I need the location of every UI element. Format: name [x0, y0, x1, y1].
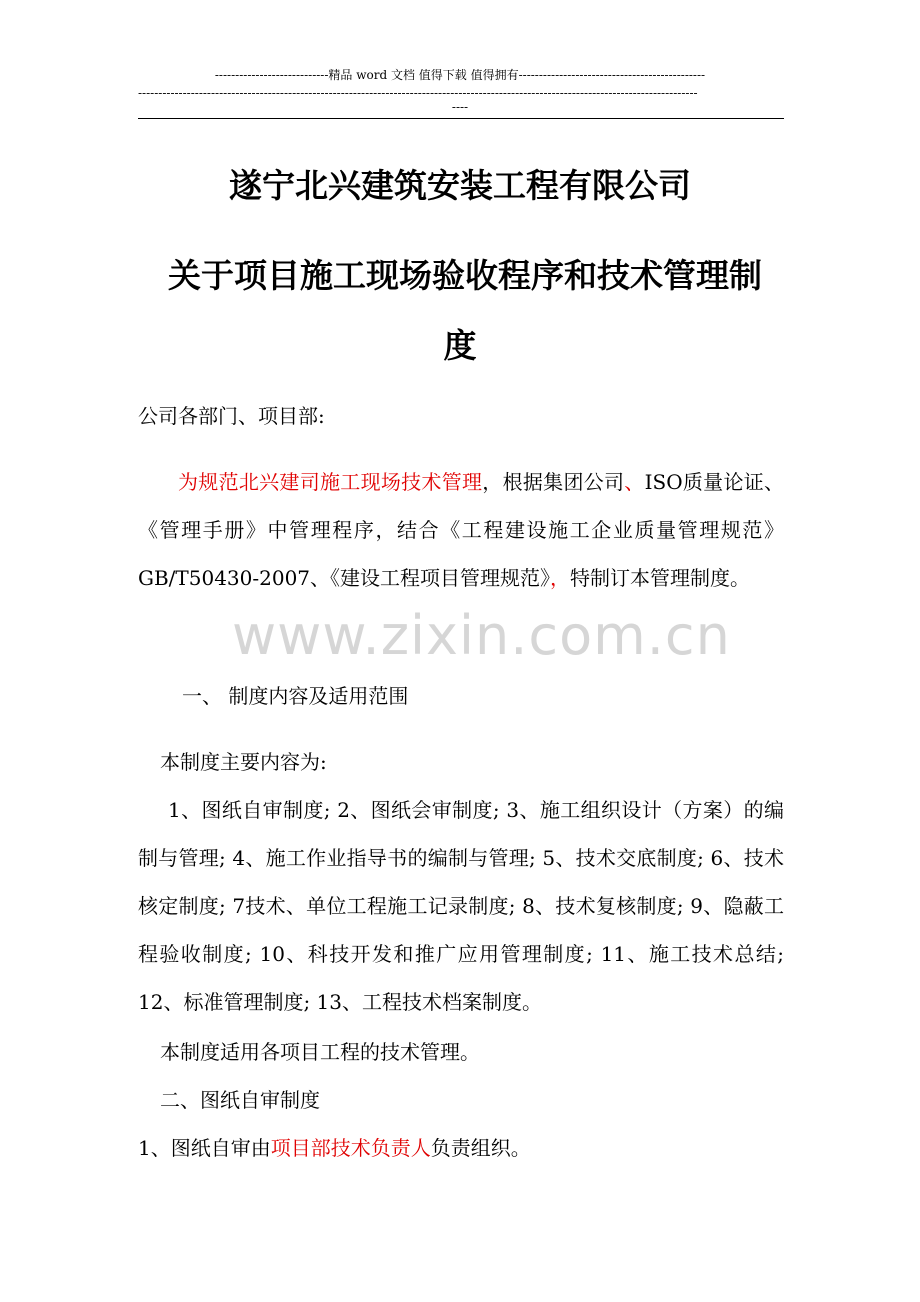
doc-title-line1: 关于项目施工现场验收程序和技术管理制	[168, 256, 762, 295]
intro-highlight: 为规范北兴建司施工现场技术管理	[178, 470, 483, 494]
section1-scope: 本制度适用各项目工程的技术管理。	[160, 1040, 480, 1064]
intro-text-4: 特制订本管理制度。	[570, 566, 751, 590]
item1-suffix: 负责组织。	[430, 1136, 531, 1160]
header-banner: ----------------------------精品 word 文档 值得下载 值得拥有----------------------------------------------	[214, 68, 706, 82]
salutation: 公司各部门、项目部:	[138, 404, 325, 428]
section1-list: 1、图纸自审制度; 2、图纸会审制度; 3、施工组织设计（方案）的编制与管理; 4、施工作业指导书的编制与管理; 5、技术交底制度; 6、技术核定制度; 7技术、单位工程施工记录制度; 8、技术复核制度; 9、隐蔽工程验收制度; 10、科技开发和推广应用管理制度; 11、施工技术总结; 12、标准管理制度; 13、工程技术档案制度。	[138, 798, 784, 1014]
intro-red-sep: 、	[624, 470, 645, 494]
section1-lead: 本制度主要内容为:	[160, 750, 327, 774]
intro-red-comma: ，	[550, 566, 571, 590]
section1-heading: 一、 制度内容及适用范围	[182, 684, 409, 708]
item1-highlight: 项目部技术负责人	[270, 1136, 431, 1160]
section2-heading: 二、图纸自审制度	[160, 1088, 320, 1112]
item1-prefix: 1、图纸自审由	[138, 1136, 271, 1160]
intro-text-2: ，根据集团公司	[482, 470, 625, 494]
header-rule	[138, 118, 784, 119]
intro-text-3: ISO质量论证、《管理手册》中管理程序，结合《工程建设施工企业质量管理规范》GB/T50430-2007、《建设工程项目管理规范》	[138, 470, 785, 590]
intro-paragraph	[138, 458, 784, 602]
company-title: 遂宁北兴建筑安装工程有限公司	[229, 166, 691, 205]
header-dash-tail: ----	[451, 100, 469, 114]
header-dash-line: ------------------------------------------------------------------------------------------------------------------------------------------	[138, 86, 698, 100]
watermark: www.zixin.com.cn	[232, 604, 731, 667]
section2-item1	[138, 1136, 531, 1160]
doc-title-line2: 度	[443, 326, 477, 365]
